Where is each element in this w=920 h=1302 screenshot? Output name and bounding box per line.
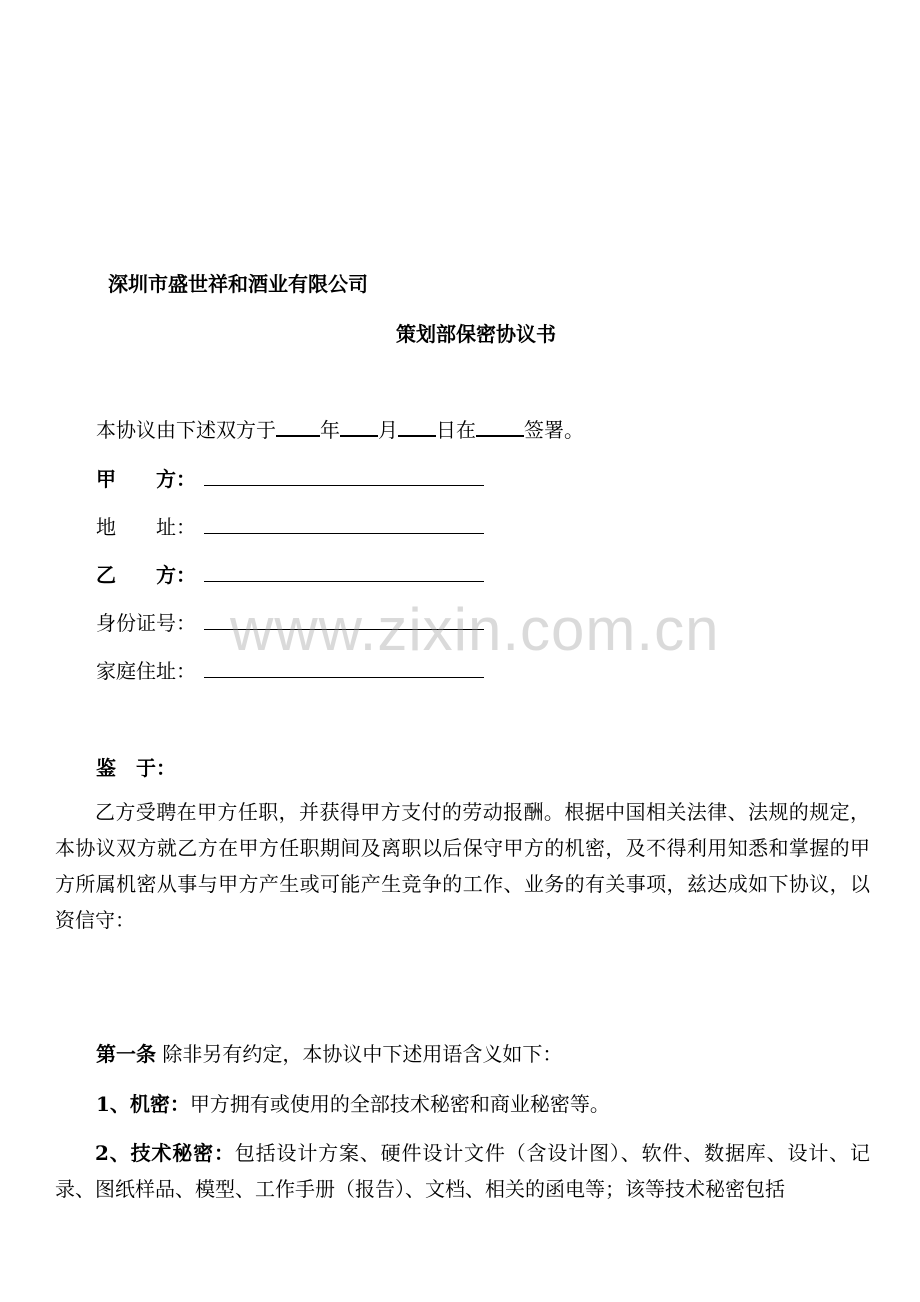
article-1-text: 除非另有约定，本协议中下述用语含义如下：: [162, 1042, 563, 1066]
item-2-label: 2、技术秘密：: [95, 1141, 235, 1165]
intro-month: 月: [378, 418, 398, 442]
document-title: 策划部保密协议书: [396, 322, 556, 346]
field-address: [96, 511, 484, 540]
article-1: [96, 1038, 562, 1067]
whereas-heading: 鉴 于：: [96, 756, 176, 780]
whereas-paragraph: 乙方受聘在甲方任职，并获得甲方支付的劳动报酬。根据中国相关法律、法规的规定，本协议双方就乙方在甲方任职期间及离职以后保守甲方的机密，及不得利用知悉和掌握的甲方所属机密从事与甲方产生或可能产生竞争的工作、业务的有关事项，兹达成如下协议，以资信守：: [55, 800, 870, 932]
intro-prefix: 本协议由下述双方于: [96, 418, 276, 442]
company-name: 深圳市盛世祥和酒业有限公司: [108, 272, 368, 296]
blank-place: [476, 417, 524, 437]
intro-year: 年: [320, 418, 340, 442]
blank-year: [276, 417, 320, 437]
field-blank: [204, 517, 484, 534]
blank-month: [340, 417, 378, 437]
field-label: 地 址：: [96, 515, 196, 539]
field-label: 身份证号：: [96, 611, 196, 635]
blank-day: [398, 417, 436, 437]
intro-day-at: 日在: [436, 418, 476, 442]
item-1-text: 甲方拥有或使用的全部技术秘密和商业秘密等。: [189, 1092, 610, 1116]
watermark: www.zixin.com.cn: [230, 596, 720, 663]
field-party-a: [96, 463, 484, 492]
field-blank: [204, 469, 484, 486]
item-2: [55, 1135, 870, 1207]
field-blank: [204, 565, 484, 582]
field-label: 乙 方：: [96, 563, 196, 587]
item-1: [96, 1088, 610, 1117]
item-2-text: 包括设计方案、硬件设计文件（含设计图）、软件、数据库、设计、记录、图纸样品、模型、工作手册（报告）、文档、相关的函电等；该等技术秘密包括: [55, 1141, 870, 1201]
intro-signed: 签署。: [524, 418, 584, 442]
item-1-label: 1、机密：: [96, 1092, 190, 1116]
field-party-b: [96, 559, 484, 588]
field-label: 甲 方：: [96, 467, 196, 491]
article-1-label: 第一条: [96, 1042, 156, 1066]
intro-line: [96, 414, 584, 443]
field-label: 家庭住址：: [96, 659, 196, 683]
